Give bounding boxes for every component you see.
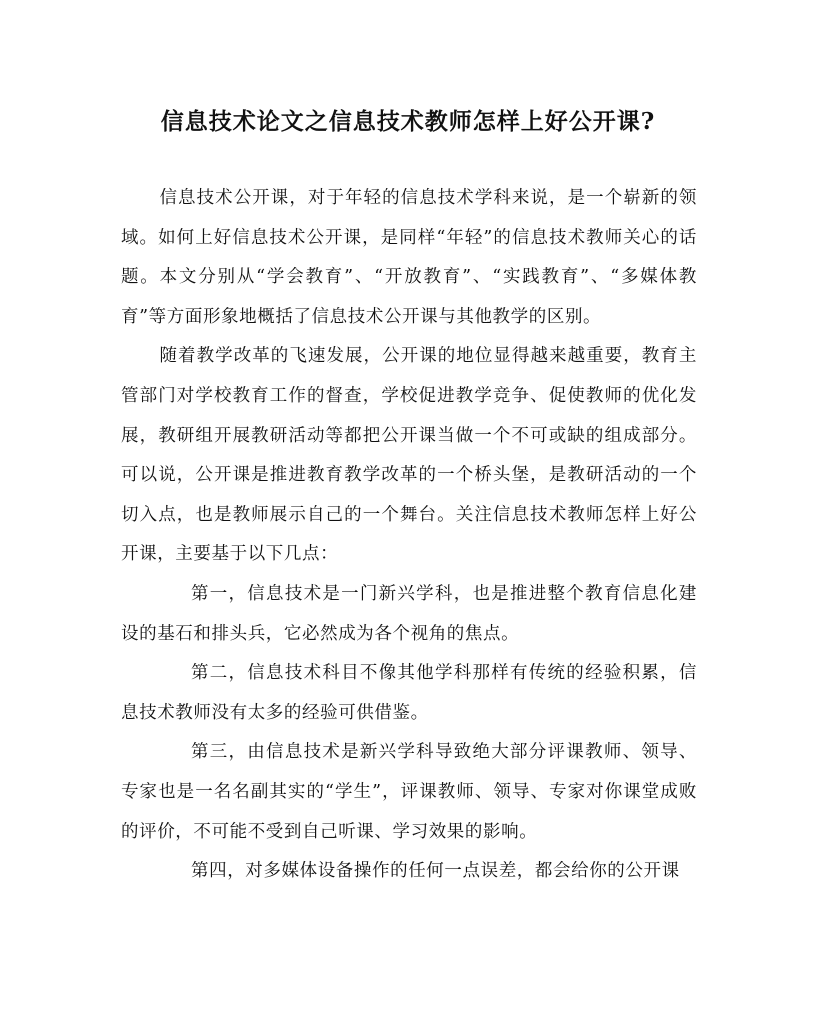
paragraph-background: 随着教学改革的飞速发展，公开课的地位显得越来越重要，教育主管部门对学校教育工作的督查，学校促进教学竞争、促使教师的优化发展，教研组开展教研活动等都把公开课当做一个不可或缺的组成部分。可以说，公开课是推进教育教学改革的一个桥头堡，是教研活动的一个切入点，也是教师展示自己的一个舞台。关注信息技术教师怎样上好公开课，主要基于以下几点：: [121, 346, 697, 565]
document-title: 信息技术论文之信息技术教师怎样上好公开课?: [160, 108, 656, 135]
document-body: [121, 179, 697, 892]
paragraph-point-2: 第二，信息技术科目不像其他学科那样有传统的经验积累，信息技术教师没有太多的经验可供借鉴。: [121, 663, 697, 723]
paragraph-point-1: 第一，信息技术是一门新兴学科，也是推进整个教育信息化建设的基石和排头兵，它必然成为各个视角的焦点。: [121, 583, 697, 644]
paragraph-intro: 信息技术公开课，对于年轻的信息技术学科来说，是一个崭新的领域。如何上好信息技术公开课，是同样“年轻”的信息技术教师关心的话题。本文分别从“学会教育”、“开放教育”、“实践教育”、“多媒体教育”等方面形象地概括了信息技术公开课与其他教学的区别。: [121, 188, 697, 327]
paragraph-point-4: 第四，对多媒体设备操作的任何一点误差，都会给你的公开课: [191, 861, 680, 882]
paragraph-point-3: 第三，由信息技术是新兴学科导致绝大部分评课教师、领导、专家也是一名名副其实的“学生”，评课教师、领导、专家对你课堂成败的评价，不可能不受到自己听课、学习效果的影响。: [121, 742, 697, 842]
